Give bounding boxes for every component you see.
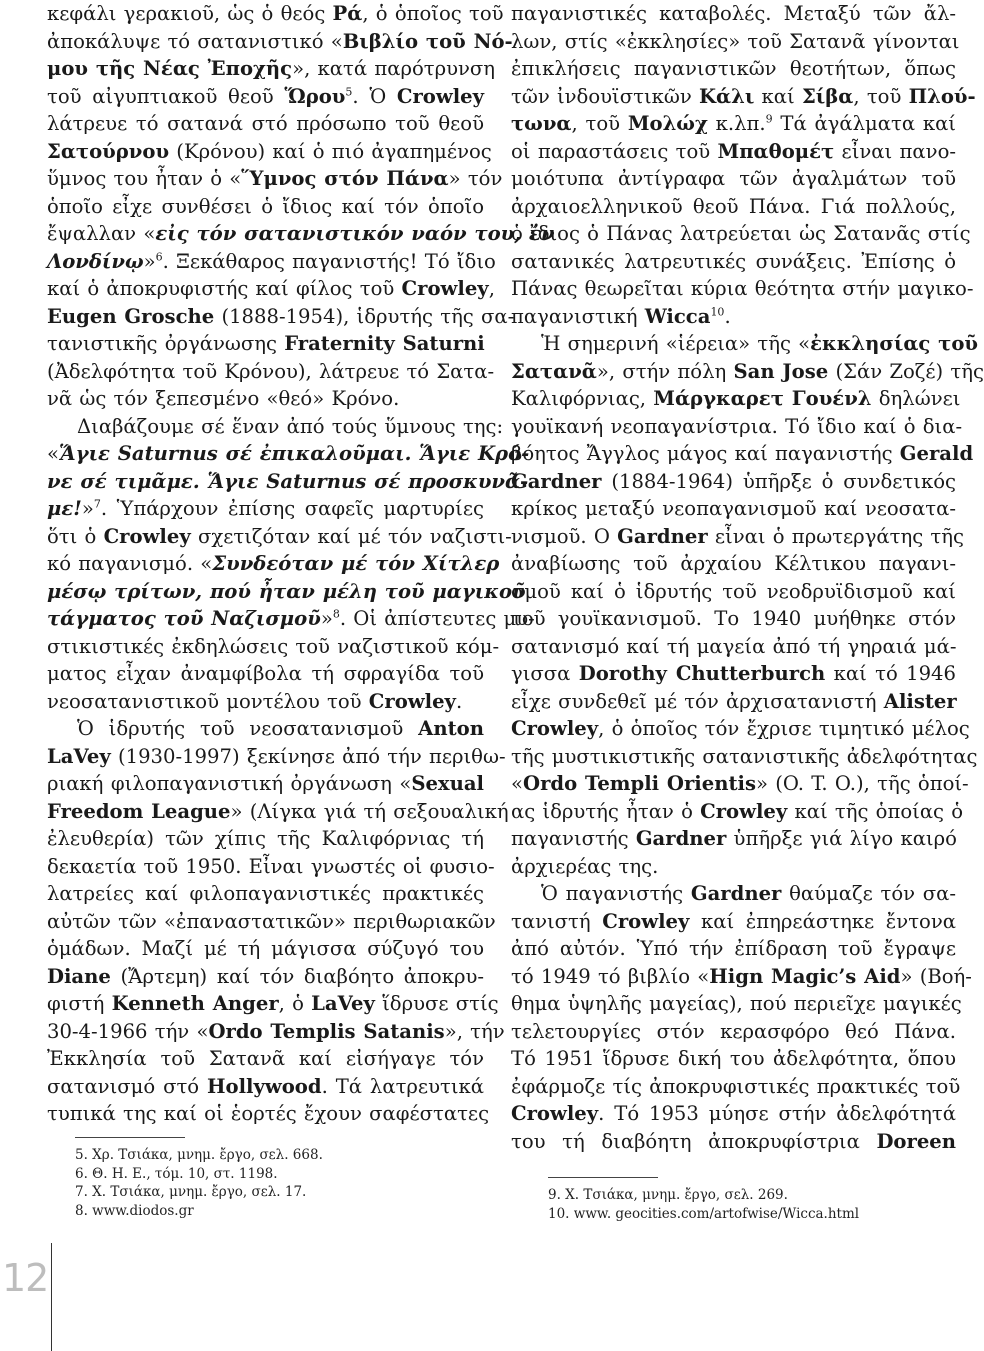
- text-line: [47, 1073, 484, 1101]
- text-run: », στήν πόλη: [596, 359, 734, 383]
- text-line: [511, 963, 972, 991]
- text-run: Crowley: [511, 1102, 599, 1125]
- text-run: Crowley: [396, 84, 484, 108]
- text-run: San Jose: [733, 359, 829, 383]
- text-run: .: [455, 689, 463, 713]
- page-number-divider: [51, 1243, 52, 1351]
- text-run: ἐφάρμοζε τίς ἀποκρυφιστικές πρακτικές τοῦ: [511, 1074, 961, 1098]
- text-line: [511, 303, 956, 331]
- footnote-ref: 8: [332, 607, 340, 621]
- text-line: [47, 495, 484, 523]
- text-run: Ordo Templi Orientis: [523, 772, 756, 795]
- text-run: καί ὁ ἀποκρυφιστής καί φίλος τοῦ: [47, 277, 402, 300]
- text-run: θημα ὑψηλῆς μαγείας), πού περιεῖχε μαγικές: [511, 992, 962, 1015]
- text-run: Σίβα: [801, 84, 854, 108]
- text-run: κεφάλι γερακιοῦ, ὡς ὁ θεός: [47, 2, 333, 25]
- text-run: μου τῆς Νέας Ἐποχῆς: [47, 57, 293, 80]
- text-run: Gardner: [690, 882, 782, 905]
- text-run: (Σάν Ζοζέ) τῆς: [828, 359, 984, 383]
- text-line: [47, 550, 500, 578]
- text-line: [511, 880, 956, 908]
- text-line: [511, 550, 956, 578]
- text-run: Συνδεόταν μέ τόν Χίτλερ: [212, 552, 500, 575]
- text-run: » (Λίγκα γιά τή σεξουαλική: [230, 799, 509, 823]
- text-run: ἀπό αὐτόν. Ὑπό τήν ἐπίδραση τοῦ ἔγραψε: [511, 937, 956, 960]
- text-run: εἶναι πανο-: [834, 139, 956, 163]
- text-line: [511, 825, 956, 853]
- text-line: [511, 0, 956, 28]
- text-run: Doreen: [876, 1129, 956, 1153]
- text-run: », τήν: [444, 1019, 505, 1043]
- text-line: [47, 303, 515, 331]
- text-run: κό παγανισμό. «: [47, 552, 213, 575]
- text-run: 30-4-1966 τήν «: [47, 1019, 209, 1043]
- text-line: [47, 523, 512, 551]
- text-run: λάτρευε τό σατανά στό πρόσωπο τοῦ θεοῦ: [47, 112, 484, 135]
- text-line: [47, 110, 484, 138]
- text-run: ἐκκλησίας τοῦ: [810, 332, 979, 355]
- text-run: λατρείες καί φιλοπαγανιστικές πρακτικές: [47, 882, 484, 905]
- text-line: [47, 55, 496, 83]
- text-line: [511, 715, 970, 743]
- text-line: [47, 385, 484, 413]
- footnote-10: 10. www. geocities.com/artofwise/Wicca.html: [548, 1205, 860, 1222]
- text-run: Τά ἀγάλματα καί: [772, 112, 956, 135]
- text-run: Kenneth Anger: [111, 992, 279, 1015]
- text-run: τελετουργίες στόν κερασφόρο θεό Πάνα.: [511, 1019, 956, 1043]
- text-run: δεκαετία τοῦ 1950. Εἶναι γνωστές οἱ φυσιο-: [47, 854, 495, 878]
- footnote-ref: 7: [93, 497, 101, 511]
- text-line: [47, 468, 529, 496]
- text-line: [511, 798, 964, 826]
- text-run: Καλιφόρνιας,: [511, 387, 654, 410]
- text-line: [47, 330, 484, 358]
- text-line: [511, 990, 962, 1018]
- text-run: Alister: [883, 689, 957, 713]
- footnote-5: 5. Χρ. Τσιάκα, μνημ. ἔργο, σελ. 668.: [75, 1147, 323, 1163]
- text-run: σατανισμό καί τή μαγεία ἀπό τή γηραιά μά-: [511, 634, 957, 658]
- text-run: σατανικές λατρευτικές συνάξεις. Ἐπίσης ὁ: [511, 249, 956, 273]
- left-footnotes: [75, 1146, 323, 1220]
- text-line: [511, 413, 963, 441]
- text-run: ἀρχιερέας της.: [511, 854, 659, 878]
- text-line: [511, 385, 961, 413]
- text-run: παγανιστική: [511, 304, 645, 328]
- text-line: [511, 523, 964, 551]
- text-run: » τόν: [448, 167, 503, 190]
- text-run: ὕμνος του ἦταν ὁ «: [47, 167, 242, 190]
- text-run: μοιότυπα ἀντίγραφα τῶν ἀγαλμάτων τοῦ: [511, 167, 956, 190]
- footnote-9: 9. Χ. Τσιάκα, μνημ. ἔργο, σελ. 269.: [548, 1187, 788, 1203]
- text-line: [47, 605, 535, 633]
- text-run: (1884-1964) ὑπῆρξε ὁ συνδετικός: [601, 469, 956, 493]
- text-run: », κατά παρότρυνση: [292, 57, 496, 80]
- text-line: [47, 770, 484, 798]
- text-run: ὑπῆρξε γιά λίγο καιρό: [726, 827, 957, 850]
- text-run: .: [724, 304, 731, 328]
- text-run: Sexual: [411, 772, 484, 795]
- page-number: 12: [2, 1256, 49, 1300]
- text-run: ἀναβίωσης τοῦ ἀρχαίου Κέλτικου παγανι-: [511, 552, 956, 575]
- text-run: (1888-1954), ἱδρυτής τῆς σα-: [214, 304, 515, 328]
- text-line: [511, 853, 956, 881]
- text-line: [511, 358, 984, 386]
- text-run: οἱ παραστάσεις τοῦ: [511, 139, 718, 163]
- text-line: [47, 275, 495, 303]
- text-run: βόητος Ἄγγλος μάγος καί παγανιστής: [511, 442, 900, 465]
- text-line: [511, 1045, 956, 1073]
- text-run: Crowley: [511, 717, 599, 740]
- right-footnotes: [548, 1186, 859, 1223]
- text-run: του τή διαβόητη ἀποκρυφίστρια: [511, 1129, 877, 1153]
- text-run: ἵδρυσε στίς: [374, 992, 499, 1015]
- text-line: [511, 743, 978, 771]
- text-run: Crowley: [401, 277, 489, 300]
- text-run: Fraternity Saturni: [284, 332, 485, 355]
- text-run: νε σέ τιμᾶμε. Ἅγιε Saturnus σέ προσκυνᾶ-: [47, 469, 529, 493]
- footnote-ref: 10: [710, 304, 725, 318]
- text-run: Ὥρου: [284, 84, 346, 108]
- text-run: αὐτῶν τῶν «ἐπαναστατικῶν» περιθωριακῶν: [47, 909, 496, 933]
- text-run: μέσῳ τρίτων, πού ἦταν μέλη τοῦ μαγικοῦ: [47, 579, 526, 603]
- text-run: Wicca: [644, 304, 711, 328]
- text-run: ριακή φιλοπαγανιστική ὀργάνωση «: [47, 772, 412, 795]
- text-run: δηλώνει: [871, 387, 961, 410]
- footnote-ref: 5: [345, 84, 353, 98]
- left-footnote-rule: [75, 1137, 185, 1138]
- text-line: [47, 935, 484, 963]
- text-run: (Ἀδελφότητα τοῦ Κρόνου), λάτρευε τό Σατα-: [47, 359, 495, 383]
- text-line: [47, 825, 484, 853]
- text-run: στικιστικές ἐκδηλώσεις τοῦ ναζιστικοῦ κόμ-: [47, 634, 500, 658]
- text-run: . Τά λατρευτικά: [321, 1074, 484, 1098]
- text-run: νεοσατανιστικοῦ μοντέλου τοῦ: [47, 689, 369, 713]
- footnote-6: 6. Θ. Η. Ε., τόμ. 10, στ. 1198.: [75, 1165, 278, 1182]
- text-run: Dorothy Chutterburch: [578, 662, 826, 685]
- text-line: [511, 110, 956, 138]
- right-column: [511, 0, 984, 1155]
- text-line: [511, 495, 956, 523]
- text-run: (1930-1997) ξεκίνησε ἀπό τήν περιθω-: [110, 744, 506, 768]
- text-run: . Τό 1953 μύησε στήν ἀδελφότητά: [598, 1102, 956, 1125]
- text-run: , ὁ ὁποῖος τοῦ: [362, 2, 504, 25]
- text-run: Ὁ ἱδρυτής τοῦ νεοσατανισμοῦ: [77, 717, 419, 740]
- text-run: Eugen Grosche: [47, 304, 215, 328]
- text-run: Gardner: [635, 827, 727, 850]
- right-footnote-rule: [548, 1177, 658, 1178]
- text-run: καί ἐπηρεάστηκε ἔντονα: [689, 909, 956, 933]
- text-run: »: [320, 607, 333, 630]
- text-run: ἐλευθερία) τῶν χίπις τῆς Καλιφόρνιας τή: [47, 827, 484, 850]
- text-line: [511, 138, 956, 166]
- text-run: Ἡ σημερινή «ἱέρεια» τῆς «: [541, 332, 811, 355]
- text-line: [511, 688, 956, 716]
- text-line: [47, 853, 495, 881]
- text-run: «: [511, 772, 523, 795]
- text-run: Gardner: [511, 469, 602, 493]
- text-run: τωνα: [511, 112, 572, 135]
- text-run: ὁποῖο εἶχε συνθέσει ὁ ἴδιος καί τόν ὁποῖο: [47, 194, 484, 218]
- text-run: (Κρόνου) καί ὁ πιό ἀγαπημένος: [169, 139, 492, 163]
- text-run: ἀρχαιοελληνικοῦ θεοῦ Πάνα. Γιά πολλούς,: [511, 194, 956, 218]
- text-run: , ὁ: [278, 992, 312, 1015]
- text-run: , τοῦ: [853, 84, 909, 108]
- text-run: ὁ ἴδιος ὁ Πάνας λατρεύεται ὡς Σατανᾶς στίς: [511, 222, 971, 245]
- text-run: τοῦ γουϊκανισμοῦ. Το 1940 μυήθηκε στόν: [511, 607, 956, 630]
- text-run: ὅτι ὁ: [47, 524, 104, 548]
- text-run: σατανισμό στό: [47, 1074, 208, 1098]
- text-line: [47, 220, 555, 248]
- text-line: [47, 743, 506, 771]
- text-run: Σατούρνου: [47, 139, 170, 163]
- text-run: κρίκος μεταξύ νεοπαγανισμοῦ καί νεοσατα-: [511, 497, 956, 520]
- text-run: Βιβλίο τοῦ Νό-: [342, 29, 513, 53]
- text-run: Πάνας θεωρεῖται κύρια θεότητα στήν μαγικο-: [511, 277, 974, 300]
- text-line: [511, 1073, 961, 1101]
- text-line: [47, 1018, 505, 1046]
- text-run: . Οἱ ἀπίστευτες μυ-: [339, 607, 535, 630]
- text-run: »: [81, 497, 94, 520]
- text-line: [511, 633, 956, 661]
- text-run: Crowley: [700, 799, 788, 823]
- text-run: λων, στίς «ἐκκλησίες» τοῦ Σατανᾶ γίνονται: [511, 29, 960, 53]
- text-run: ἔψαλλαν «: [47, 222, 156, 245]
- text-line: [47, 578, 526, 606]
- text-run: ματος εἶχαν ἀναμφίβολα τή σφραγίδα τοῦ: [47, 662, 484, 685]
- text-run: Crowley: [368, 689, 456, 713]
- text-run: Μπαθομέτ: [717, 139, 835, 163]
- text-run: Crowley: [103, 524, 191, 548]
- text-run: γισσα: [511, 662, 579, 685]
- text-line: [511, 908, 956, 936]
- footnote-ref: 6: [155, 249, 163, 263]
- text-line: [511, 1128, 956, 1156]
- text-run: Ρά: [332, 2, 363, 25]
- text-run: εἶναι ὁ πρωτεργάτης τῆς: [707, 524, 964, 548]
- text-run: Crowley: [602, 909, 690, 933]
- text-line: [47, 28, 513, 56]
- text-line: [511, 468, 956, 496]
- text-run: Freedom League: [47, 799, 231, 823]
- text-line: [47, 990, 499, 1018]
- text-line: [511, 935, 956, 963]
- text-run: νισμοῦ. Ο: [511, 524, 618, 548]
- text-line: [47, 715, 484, 743]
- text-line: [511, 220, 971, 248]
- text-run: ἀποκάλυψε τό σατανιστικό «: [47, 29, 343, 53]
- footnote-8: 8. www.diodos.gr: [75, 1202, 194, 1219]
- text-run: κ.λπ.: [707, 112, 766, 135]
- text-run: ὁμάδων. Μαζί μέ τή μάγισσα σύζυγό του: [47, 937, 484, 960]
- text-line: [511, 1100, 956, 1128]
- text-line: [47, 688, 484, 716]
- text-run: παγανιστικές καταβολές. Μεταξύ τῶν ἄλ-: [511, 2, 956, 25]
- text-line: [511, 660, 956, 688]
- text-run: Διαβάζουμε σέ ἕναν ἀπό τούς ὕμνους της:: [77, 414, 504, 438]
- text-run: σχετιζόταν καί μέ τόν ναζιστι-: [190, 524, 512, 548]
- text-line: [47, 193, 484, 221]
- text-run: Ordo Templis Satanis: [208, 1019, 445, 1043]
- text-line: [47, 798, 509, 826]
- text-run: εἰς τόν σατανιστικόν ναόν του, ἐν: [155, 222, 555, 245]
- text-line: [47, 880, 484, 908]
- text-run: θαύμαζε τόν σα-: [781, 882, 957, 905]
- text-run: παγανιστής: [511, 827, 636, 850]
- text-run: Τό 1951 ἵδρυσε δική του ἀδελφότητα, ὅπου: [511, 1047, 956, 1070]
- text-line: [47, 83, 484, 111]
- text-line: [511, 193, 956, 221]
- text-run: γουϊκανή νεοπαγανίστρια. Τό ἴδιο καί ὁ δια-: [511, 414, 963, 438]
- footnote-7: 7. Χ. Τσιάκα, μνημ. ἔργο, σελ. 17.: [75, 1184, 307, 1201]
- text-line: [47, 413, 504, 441]
- text-line: [47, 358, 495, 386]
- text-run: Κάλι: [699, 84, 755, 108]
- text-line: [47, 138, 492, 166]
- text-run: τανιστικῆς ὀργάνωσης: [47, 332, 285, 355]
- text-line: [47, 633, 500, 661]
- text-run: καί τῆς ὁποίας ὁ: [787, 799, 964, 823]
- text-line: [511, 275, 974, 303]
- text-line: [47, 0, 504, 28]
- text-run: τοῦ αἰγυπτιακοῦ θεοῦ: [47, 84, 285, 108]
- text-run: ἐπικλήσεις παγανιστικῶν θεοτήτων, ὅπως: [511, 57, 956, 80]
- text-run: τῶν ἰνδουϊστικῶν: [511, 84, 699, 108]
- text-run: Λονδίνῳ: [47, 249, 144, 273]
- text-run: Hign Magic’s Aid: [709, 964, 901, 988]
- text-run: Ἐκκλησία τοῦ Σατανᾶ καί εἰσήγαγε τόν: [47, 1047, 484, 1070]
- text-run: σμοῦ καί ὁ ἱδρυτής τοῦ νεοδρυϊδισμοῦ καί: [511, 579, 956, 603]
- text-run: (Ἄρτεμη) καί τόν διαβόητο ἀποκρυ-: [110, 964, 484, 988]
- text-run: φιστή: [47, 992, 112, 1015]
- text-line: [47, 660, 484, 688]
- text-line: [511, 165, 956, 193]
- text-line: [47, 963, 484, 991]
- footnote-ref: 9: [765, 112, 773, 126]
- text-run: Σατανᾶ: [511, 359, 597, 383]
- text-line: [511, 330, 979, 358]
- text-line: [47, 908, 496, 936]
- text-run: . Ὁ: [352, 84, 397, 108]
- text-run: Diane: [47, 964, 111, 988]
- text-line: [47, 440, 530, 468]
- text-run: τυπικά της καί οἱ ἑορτές ἔχουν σαφέστατες: [47, 1102, 490, 1125]
- text-line: [511, 578, 956, 606]
- text-run: καί: [754, 84, 802, 108]
- text-line: [47, 1100, 490, 1128]
- text-run: Πλού-: [908, 84, 976, 108]
- text-run: Ἅγιε Saturnus σέ ἐπικαλοῦμαι. Ἅγιε Κρό-: [59, 442, 530, 465]
- text-run: , ὁ ὁποῖος τόν ἔχρισε τιμητικό μέλος: [598, 717, 970, 740]
- text-line: [47, 1045, 484, 1073]
- text-run: τό 1949 τό βιβλίο «: [511, 964, 710, 988]
- text-run: «: [47, 442, 59, 465]
- text-run: με!: [47, 497, 82, 520]
- text-run: Ὕμνος στόν Πάνα: [241, 167, 449, 190]
- text-run: εἶχε συνδεθεῖ μέ τόν ἀρχισατανιστή: [511, 689, 884, 713]
- text-line: [511, 55, 956, 83]
- text-line: [511, 1018, 956, 1046]
- text-run: LaVey: [311, 992, 375, 1015]
- text-run: καί τό 1946: [825, 662, 956, 685]
- text-line: [511, 83, 976, 111]
- text-line: [511, 28, 960, 56]
- text-line: [47, 165, 503, 193]
- text-run: τανιστή: [511, 909, 603, 933]
- text-line: [511, 605, 956, 633]
- text-run: Gerald: [899, 442, 974, 465]
- text-line: [511, 770, 969, 798]
- text-run: »: [143, 249, 156, 273]
- text-run: » (Βοή-: [900, 964, 972, 988]
- text-run: Gardner: [617, 524, 708, 548]
- text-run: , τοῦ: [571, 112, 628, 135]
- text-run: Hollywood: [207, 1074, 322, 1098]
- text-run: LaVey: [47, 744, 111, 768]
- text-line: [47, 248, 496, 276]
- text-run: τάγματος τοῦ Ναζισμοῦ: [47, 607, 321, 630]
- text-run: ας ἱδρυτής ἦταν ὁ: [511, 799, 701, 823]
- text-run: τῆς μυστικιστικῆς σατανιστικῆς ἀδελφότητας: [511, 744, 978, 768]
- text-line: [511, 248, 956, 276]
- text-run: » (O. T. O.), τῆς ὁποί-: [756, 772, 969, 795]
- text-line: [511, 440, 974, 468]
- text-run: Μολώχ: [627, 112, 708, 135]
- text-run: . Ὑπάρχουν ἐπίσης σαφεῖς μαρτυρίες: [100, 497, 484, 520]
- text-run: Μάργκαρετ Γουένλ: [653, 387, 872, 410]
- text-run: Ὁ παγανιστής: [541, 882, 691, 905]
- text-run: νᾶ ὡς τόν ξεπεσμένο «θεό» Κρόνο.: [47, 387, 400, 410]
- text-run: ,: [488, 277, 495, 300]
- text-run: Anton: [418, 717, 484, 740]
- text-run: . Ξεκάθαρος παγανιστής! Τό ἴδιο: [162, 249, 496, 273]
